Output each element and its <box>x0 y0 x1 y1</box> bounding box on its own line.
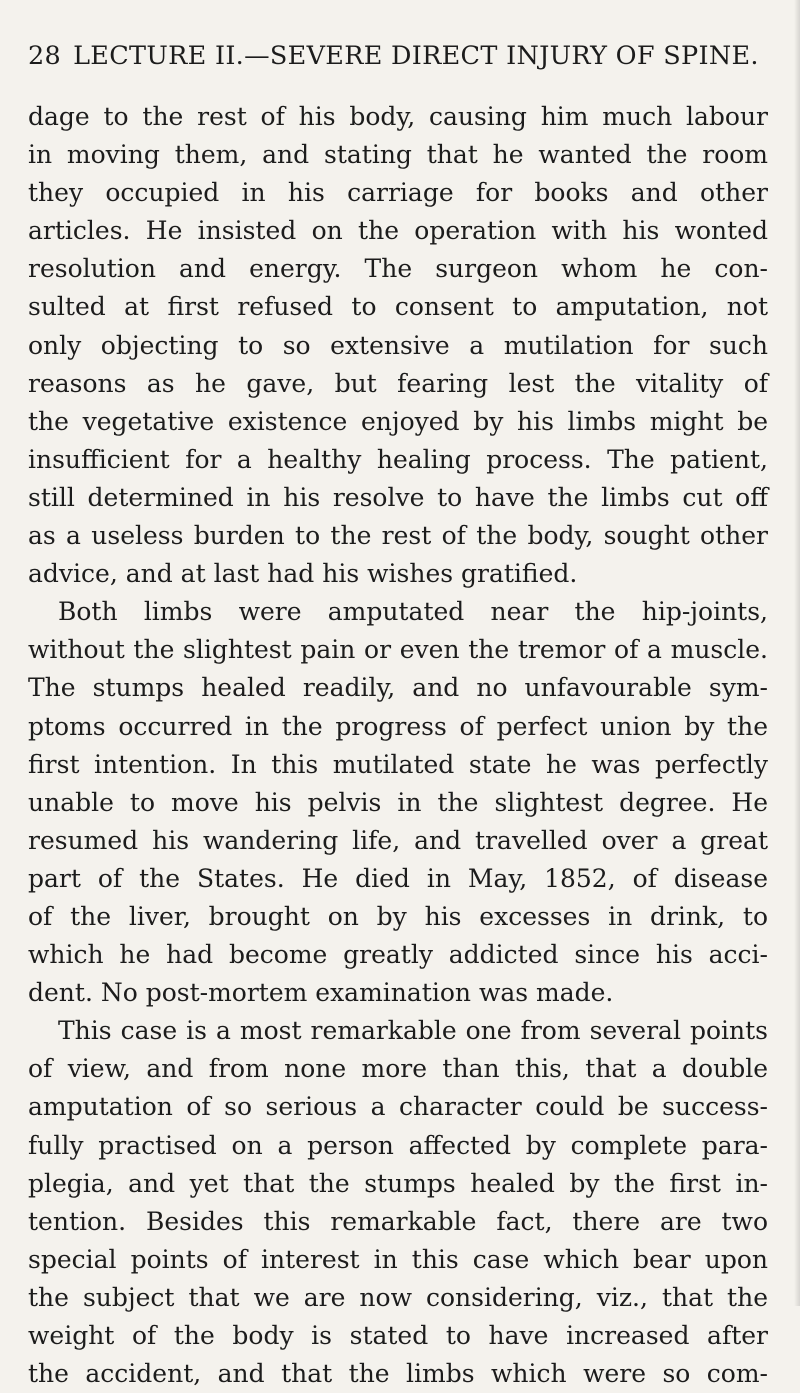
text-line: the vegetative existence enjoyed by his limbs might be <box>28 406 768 436</box>
running-title: LECTURE II.—SEVERE DIRECT INJURY OF SPINE. <box>73 41 759 71</box>
text-line: the accident, and that the limbs which were so com- <box>28 1359 768 1389</box>
text-line: without the slightest pain or even the tremor of a muscle. <box>28 635 768 665</box>
text-line: first intention. In this mutilated state he was perfectly <box>28 749 768 779</box>
text-line: they occupied in his carriage for books and other <box>28 178 768 208</box>
text-line: unable to move his pelvis in the slightest degree. He <box>28 787 768 817</box>
text-line: dage to the rest of his body, causing him much labour <box>28 102 768 131</box>
text-line: Both limbs were amputated near the hip-joints, <box>58 597 768 627</box>
text-line: This case is a most remarkable one from several points <box>58 1016 768 1046</box>
text-line: advice, and at last had his wishes gratified. <box>28 559 578 589</box>
text-line: of view, and from none more than this, that a double <box>28 1054 768 1084</box>
page-edge-shadow <box>794 0 800 1306</box>
text-line: plegia, and yet that the stumps healed by the first in- <box>28 1168 768 1198</box>
text-line: fully practised on a person affected by complete para- <box>28 1130 768 1160</box>
text-line: part of the States. He died in May, 1852, of disease <box>28 863 768 893</box>
text-line: only objecting to so extensive a mutilation for such <box>28 330 768 360</box>
body-text <box>28 98 768 1393</box>
text-line: ptoms occurred in the progress of perfect union by the <box>28 711 768 741</box>
text-line: reasons as he gave, but fearing lest the vitality of <box>28 368 768 398</box>
text-line: special points of interest in this case which bear upon <box>28 1244 768 1274</box>
text-line: insufficient for a healthy healing process. The patient, <box>28 444 768 474</box>
page-number: 28 <box>28 41 62 71</box>
text-line: The stumps healed readily, and no unfavourable sym- <box>28 673 768 703</box>
text-line: articles. He insisted on the operation with his wonted <box>28 216 768 246</box>
text-line: as a useless burden to the rest of the body, sought other <box>28 521 768 551</box>
text-line: which he had become greatly addicted since his acci- <box>28 940 768 970</box>
text-line: the subject that we are now considering, viz., that the <box>28 1282 768 1312</box>
text-line: in moving them, and stating that he wanted the room <box>28 140 768 170</box>
text-line: of the liver, brought on by his excesses in drink, to <box>28 901 768 931</box>
text-line: resolution and energy. The surgeon whom he con- <box>28 254 768 284</box>
text-line: weight of the body is stated to have increased after <box>28 1321 768 1350</box>
text-line: tention. Besides this remarkable fact, there are two <box>28 1206 768 1236</box>
text-line: sulted at first refused to consent to amputation, not <box>28 292 768 322</box>
text-line: still determined in his resolve to have the limbs cut off <box>28 482 768 512</box>
text-line: amputation of so serious a character could be success- <box>28 1092 768 1122</box>
text-line: resumed his wandering life, and travelled over a great <box>28 825 768 855</box>
running-head <box>28 41 759 71</box>
text-line: dent. No post-mortem examination was made. <box>28 978 614 1008</box>
